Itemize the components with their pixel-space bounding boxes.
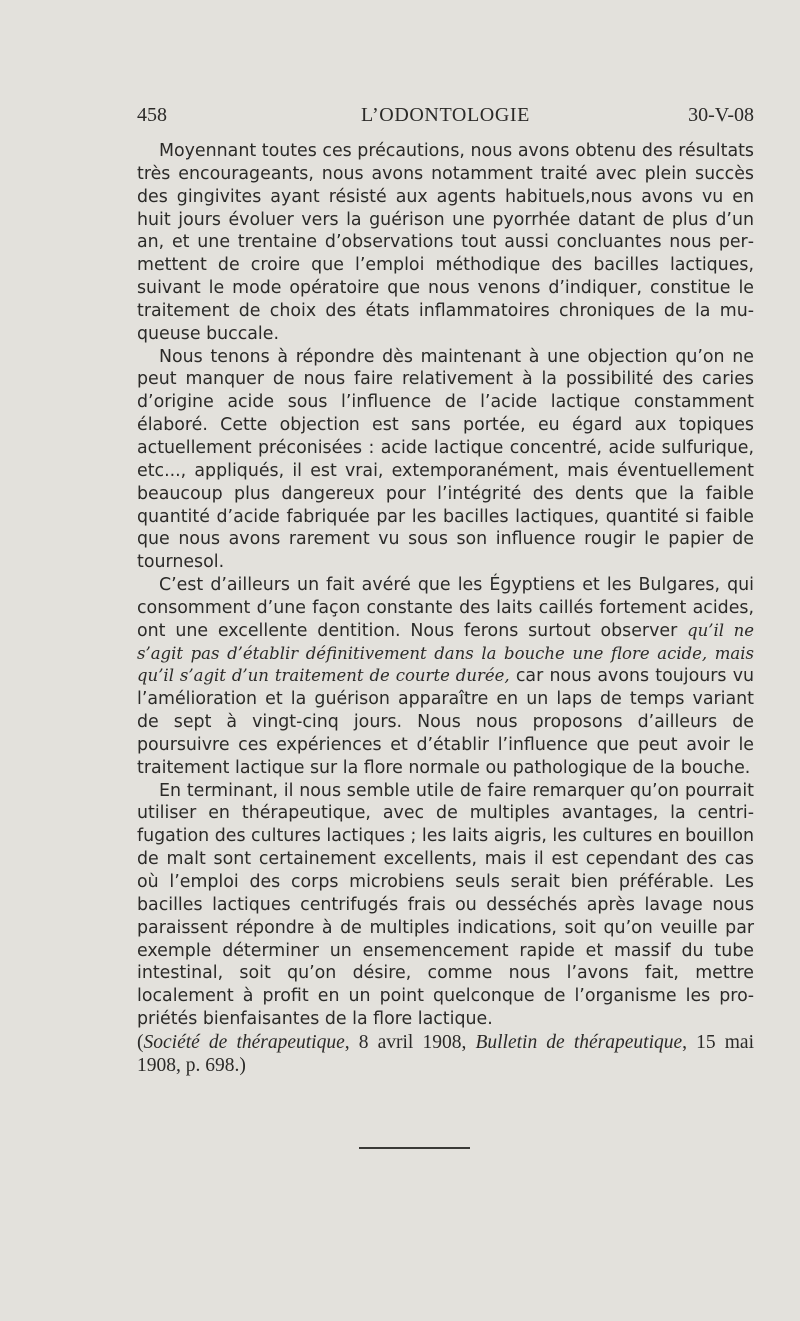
article-body [137, 140, 754, 1077]
citation-bulletin: Bulletin de thérapeutique [475, 1031, 683, 1053]
section-end-rule [359, 1147, 470, 1149]
paragraph-objection: Nous tenons à répondre dès maintenant à une objection qu’on ne peut manquer de nous faire relativement à la possibilité des caries d’origine acide sous l’influence de l’acide lactique constamment élaboré. Cette objection est sans portée, eu égard aux topiques actuellement préconisées : acide lactique concentré, acide sulfurique, etc..., appliqués, il est vrai, extemporanément, mais éventuellement beaucoup plus dangereux pour l’intégrité des dents que la faible quantité d’acide fabriquée par les bacilles lactiques, quantité si faible que nous avons rarement vu sous son influence rougir le papier de tournesol. [137, 346, 754, 573]
citation-middle: , 8 avril 1908, [344, 1031, 476, 1053]
paragraph-dentition-start: C’est d’ailleurs un fait avéré que les Égyptiens et les Bulgares, qui consomment d’une façon constante des laits caillés fortement acides, ont une excellente dentition. Nous ferons surtout observer [137, 575, 754, 641]
page-number: 458 [137, 104, 167, 126]
emphasized-statement: qu’il ne s’agit pas d’établir définitivement dans la bouche une flore acide, mais qu’il s’agit d’un traitement de courte durée, [137, 620, 755, 686]
running-header [137, 104, 754, 134]
citation-end: , 15 mai 1908, p. 698.) [137, 1031, 754, 1076]
journal-title: L’ODONTOLOGIE [361, 104, 530, 126]
paragraph-results: Moyennant toutes ces précautions, nous avons obtenu des résultats très encourageants, nous avons notamment traité avec plein succès des gingivites ayant résisté aux agents habituels,nous avons vu en huit jours évoluer vers la guérison une pyorrhée datant de plus d’un an, et une trentaine d’observations tout aussi concluantes nous permettent de croire que l’emploi méthodique des bacilles lactiques, suivant le mode opératoire que nous venons d’indiquer, constitue le traitement de choix des états inflammatoires chroniques de la muqueuse buccale. [137, 141, 754, 344]
citation-society: Société de thérapeutique [143, 1031, 345, 1053]
citation-open: ( [137, 1031, 144, 1053]
paragraph-dentition-end: car nous avons toujours vu l’amélioration et la guérison apparaître en un laps de temps variant de sept à vingt-cinq jours. Nous nous proposons d’ailleurs de poursuivre ces expériences et d’établir l’influence que peut avoir le traitement lactique sur la flore normale ou pathologique de la bouche. [137, 666, 755, 778]
citation [137, 1031, 754, 1077]
paragraph-conclusion: En terminant, il nous semble utile de faire remarquer qu’on pourrait utiliser en thérapeutique, avec de multiples avantages, la centrifugation des cultures lactiques ; les laits aigris, les cultures en bouillon de malt sont certainement excellents, mais il est cependant des cas où l’emploi des corps microbiens seuls serait bien préférable. Les bacilles lactiques centrifugés frais ou desséchés après lavage nous paraissent répondre à de multiples indications, soit qu’on veuille par exemple déterminer un ensemencement rapide et massif du tube intestinal, soit qu’on désire, comme nous l’avons fait, mettre localement à profit en un point quelconque de l’organisme les propriétés bienfaisantes de la flore lactique. [137, 780, 754, 1030]
paragraph-dentition [137, 574, 754, 780]
issue-date: 30-V-08 [688, 104, 754, 126]
